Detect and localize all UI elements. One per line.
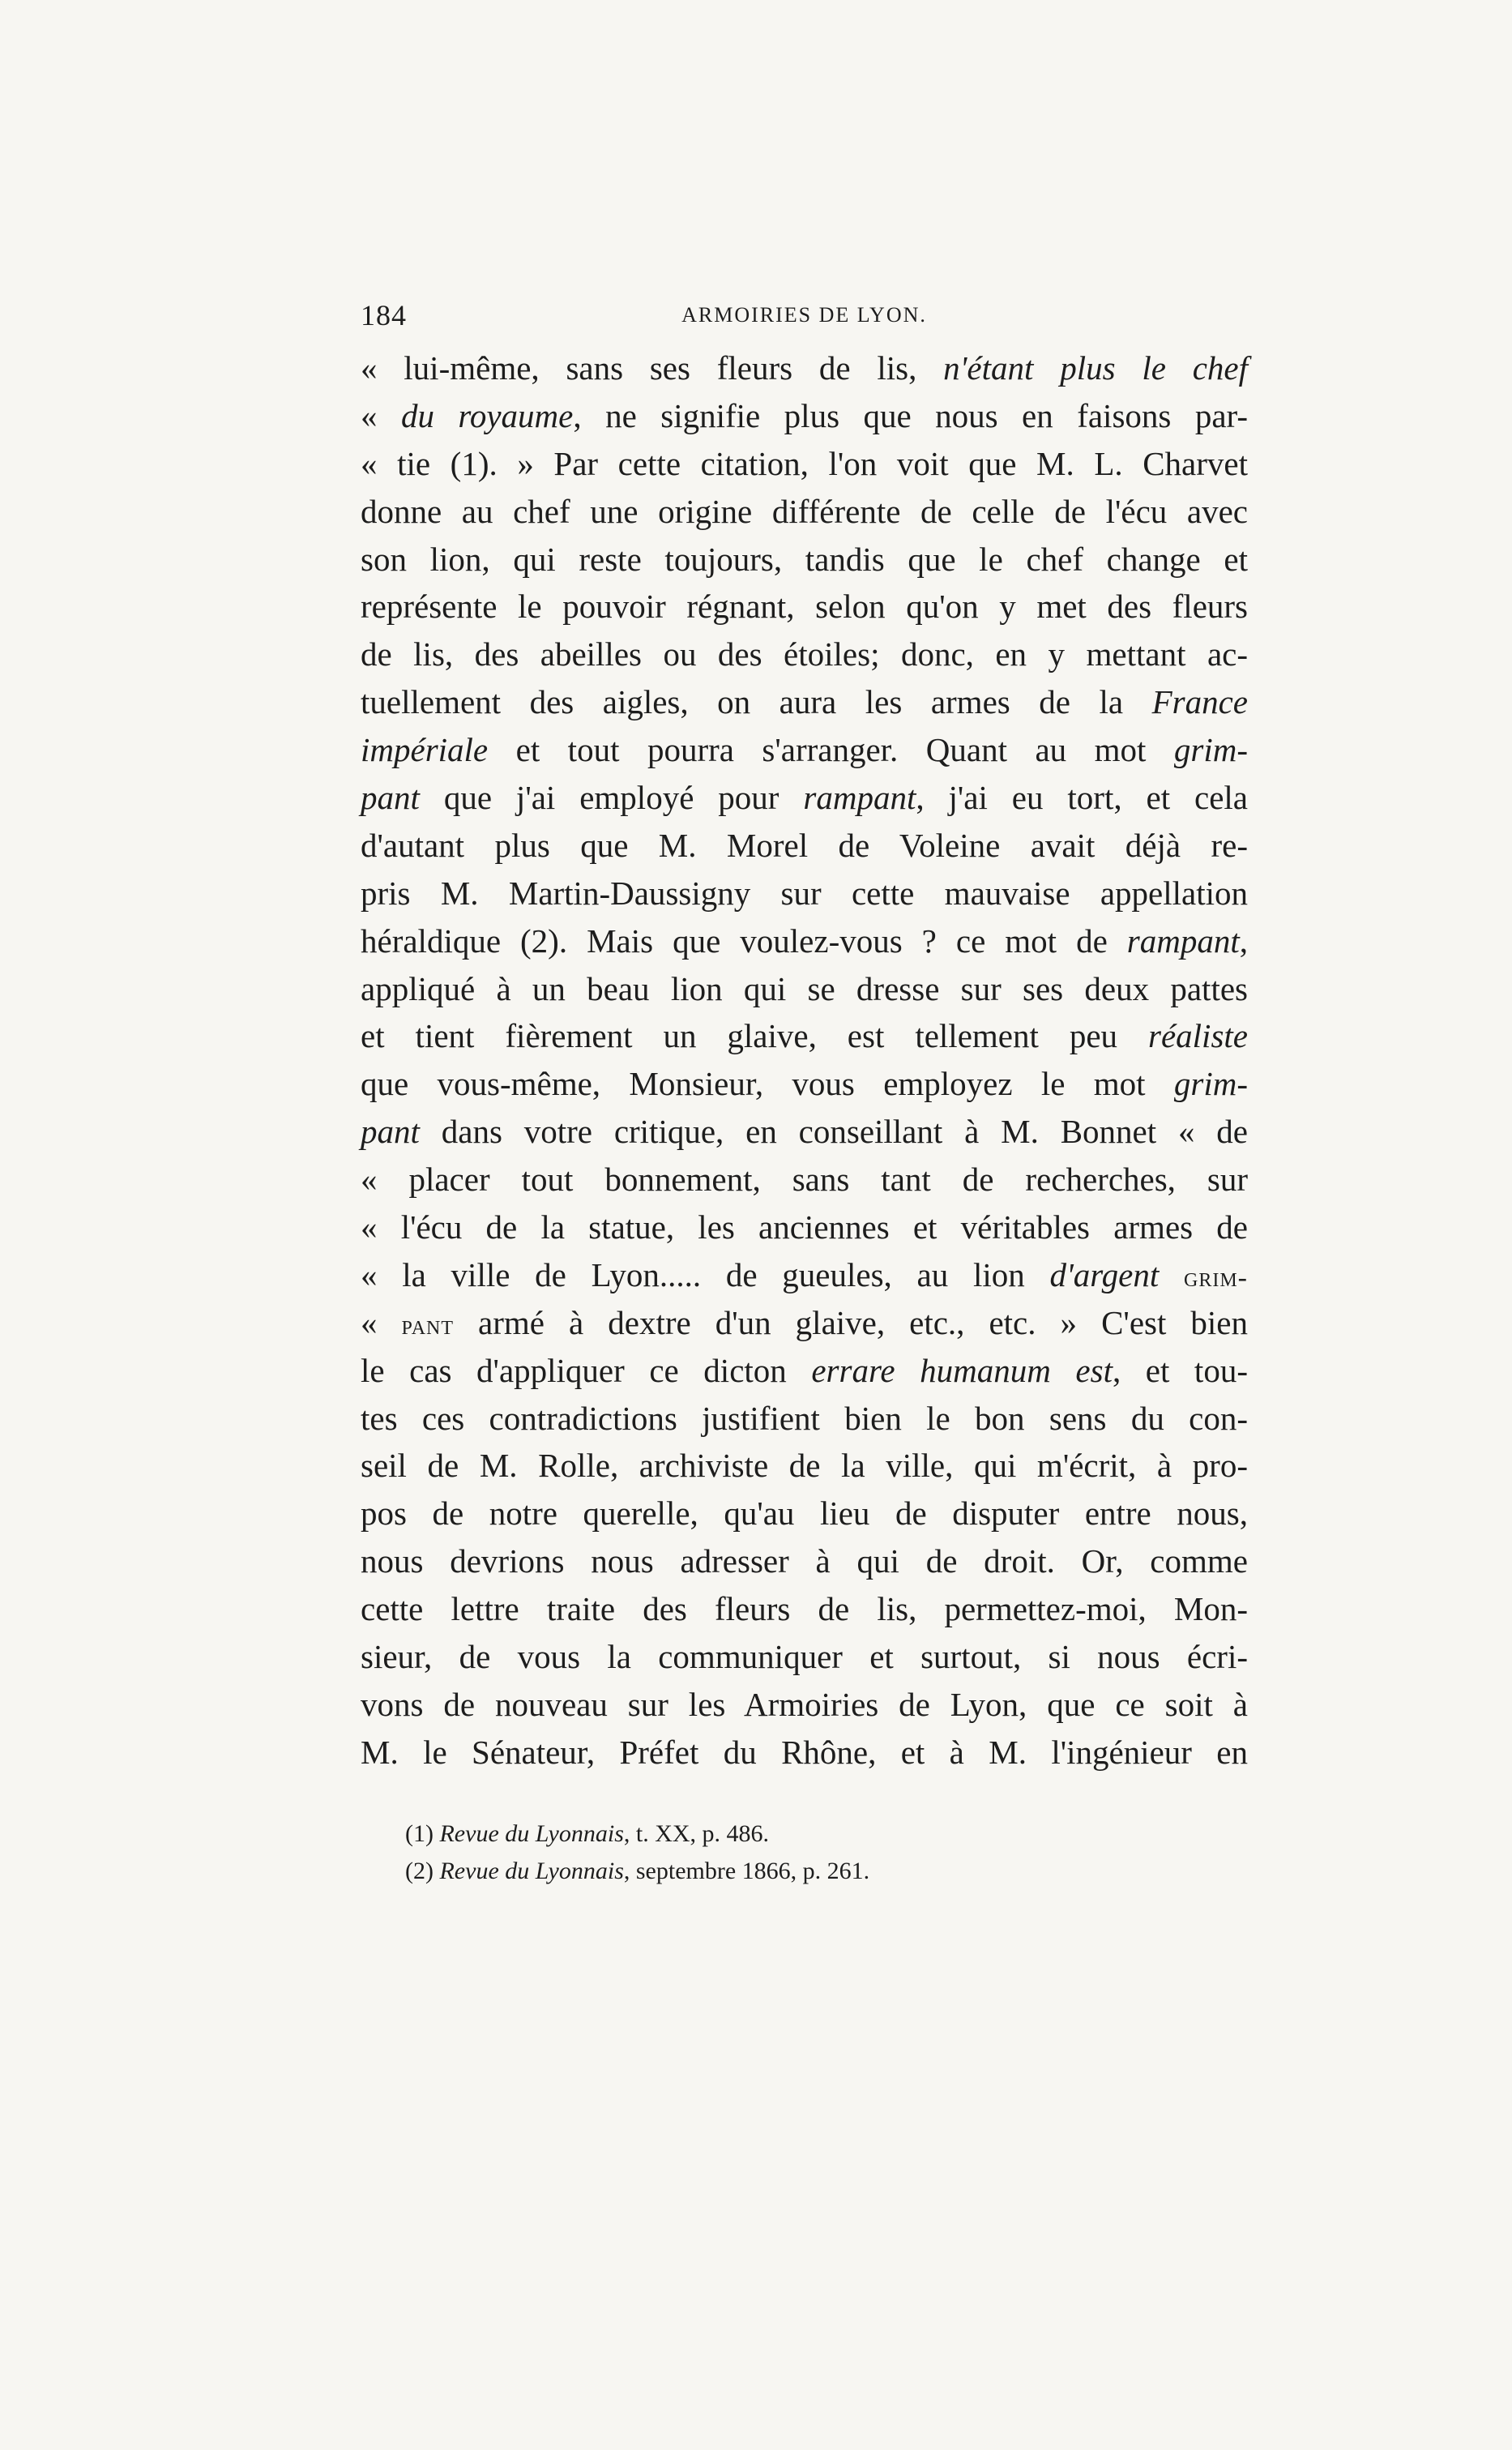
text-run: cette lettre traite des fleurs de lis, permettez-moi, Mon-	[361, 1590, 1248, 1628]
text-run: (2)	[405, 1858, 440, 1884]
text-run: , t. XX, p. 486.	[623, 1820, 770, 1847]
text-run: , j'ai eu tort, et cela	[916, 779, 1248, 817]
text-line	[361, 917, 1248, 965]
page-number: 184	[361, 299, 407, 331]
text-run: que j'ai employé pour	[419, 779, 804, 817]
italic-run: grim-	[1173, 731, 1248, 769]
text-line	[361, 1681, 1248, 1729]
text-run: (1)	[405, 1820, 440, 1847]
text-line	[361, 678, 1248, 726]
text-line	[361, 344, 1248, 392]
text-line	[361, 774, 1248, 822]
italic-run: pant	[361, 779, 420, 817]
text-run: M. le Sénateur, Préfet du Rhône, et à M. l'ingénieur en	[361, 1733, 1248, 1771]
text-line	[361, 1204, 1248, 1251]
text-run: , septembre 1866, p. 261.	[623, 1858, 870, 1884]
footnotes	[405, 1815, 1248, 1890]
text-run: tes ces contradictions justifient bien le bon sens du con-	[361, 1399, 1248, 1437]
body-text	[361, 344, 1248, 1777]
text-run: « tie (1). » Par cette citation, l'on voit que M. L. Charvet	[361, 444, 1248, 482]
text-line	[361, 870, 1248, 917]
text-run: donne au chef une origine différente de celle de l'écu avec	[361, 492, 1248, 530]
text-run: vons de nouveau sur les Armoiries de Lyon, que ce soit à	[361, 1685, 1248, 1723]
italic-run: pant	[361, 1113, 420, 1151]
page-header	[361, 298, 1248, 339]
italic-run: Revue du Lyonnais	[439, 1858, 624, 1884]
text-line	[361, 1585, 1248, 1633]
text-line	[361, 822, 1248, 870]
text-line	[361, 1347, 1248, 1395]
text-line	[361, 1299, 1248, 1347]
text-line	[361, 440, 1248, 488]
text-run: « l'écu de la statue, les anciennes et véritables armes de	[361, 1208, 1248, 1246]
text-run: le cas d'appliquer ce dicton	[361, 1351, 812, 1389]
footnote	[405, 1815, 1248, 1853]
text-line	[361, 1442, 1248, 1490]
text-run: d'autant plus que M. Morel de Voleine avait déjà re-	[361, 826, 1248, 864]
text-run	[1159, 1256, 1184, 1293]
text-line	[361, 1395, 1248, 1443]
text-line	[361, 1251, 1248, 1299]
text-run: de lis, des abeilles ou des étoiles; donc, en y mettant ac-	[361, 635, 1248, 673]
text-run: et tient fièrement un glaive, est tellement peu	[361, 1017, 1149, 1055]
italic-run: France	[1151, 683, 1248, 721]
text-line	[361, 965, 1248, 1013]
text-line	[361, 392, 1248, 440]
text-run: tuellement des aigles, on aura les armes de la	[361, 683, 1152, 721]
italic-run: d'argent	[1049, 1255, 1160, 1293]
text-line	[361, 488, 1248, 536]
text-run: que vous-même, Monsieur, vous employez le mot	[361, 1065, 1174, 1103]
text-run: représente le pouvoir régnant, selon qu'on y met des fleurs	[361, 588, 1248, 626]
text-run: ,	[1239, 921, 1248, 960]
italic-run: impériale	[361, 731, 489, 769]
text-line	[361, 1490, 1248, 1537]
text-run: sieur, de vous la communiquer et surtout, si nous écri-	[361, 1638, 1248, 1676]
footnote	[405, 1853, 1248, 1890]
text-line	[361, 1729, 1248, 1777]
text-line	[361, 1156, 1248, 1204]
text-run: armé à dextre d'un glaive, etc., etc. » C'est bien	[454, 1303, 1248, 1341]
text-run: , ne signifie plus que nous en faisons par-	[573, 396, 1248, 434]
italic-run: rampant	[803, 779, 916, 817]
text-line	[361, 726, 1248, 774]
text-run: pos de notre querelle, qu'au lieu de disputer entre nous,	[361, 1494, 1248, 1533]
italic-run: rampant	[1126, 921, 1240, 960]
italic-run: n'étant plus le chef	[943, 349, 1248, 387]
text-run: «	[361, 1303, 402, 1341]
text-run: «	[361, 396, 401, 434]
italic-run: du royaume	[400, 396, 574, 434]
text-line	[361, 1012, 1248, 1060]
italic-run: Revue du Lyonnais	[439, 1820, 624, 1847]
text-run: dans votre critique, en conseillant à M. Bonnet « de	[419, 1113, 1248, 1151]
small-caps-run: grim-	[1184, 1262, 1248, 1293]
text-line	[361, 1060, 1248, 1108]
text-run: nous devrions nous adresser à qui de droit. Or, comme	[361, 1542, 1248, 1580]
text-line	[361, 1633, 1248, 1681]
text-run: « la ville de Lyon..... de gueules, au lion	[361, 1255, 1050, 1293]
text-line	[361, 631, 1248, 678]
italic-run: grim-	[1173, 1065, 1248, 1103]
italic-run: errare humanum est	[811, 1351, 1113, 1389]
italic-run: réaliste	[1148, 1017, 1248, 1055]
text-run: et tout pourra s'arranger. Quant au mot	[488, 731, 1174, 769]
text-line	[361, 583, 1248, 631]
text-run: héraldique (2). Mais que voulez-vous ? ce mot de	[361, 921, 1127, 960]
text-run: son lion, qui reste toujours, tandis que le chef change et	[361, 540, 1248, 578]
text-run: seil de M. Rolle, archiviste de la ville, qui m'écrit, à pro-	[361, 1447, 1248, 1485]
text-line	[361, 1537, 1248, 1585]
text-run: « lui-même, sans ses fleurs de lis,	[361, 349, 944, 387]
text-run: , et tou-	[1112, 1351, 1248, 1389]
small-caps-run: pant	[401, 1310, 455, 1340]
text-run: « placer tout bonnement, sans tant de recherches, sur	[361, 1161, 1248, 1199]
text-line	[361, 1108, 1248, 1156]
running-title: ARMOIRIES DE LYON.	[681, 303, 927, 327]
text-run: appliqué à un beau lion qui se dresse sur ses deux pattes	[361, 969, 1248, 1007]
text-line	[361, 536, 1248, 584]
text-run: pris M. Martin-Daussigny sur cette mauvaise appellation	[361, 874, 1248, 912]
